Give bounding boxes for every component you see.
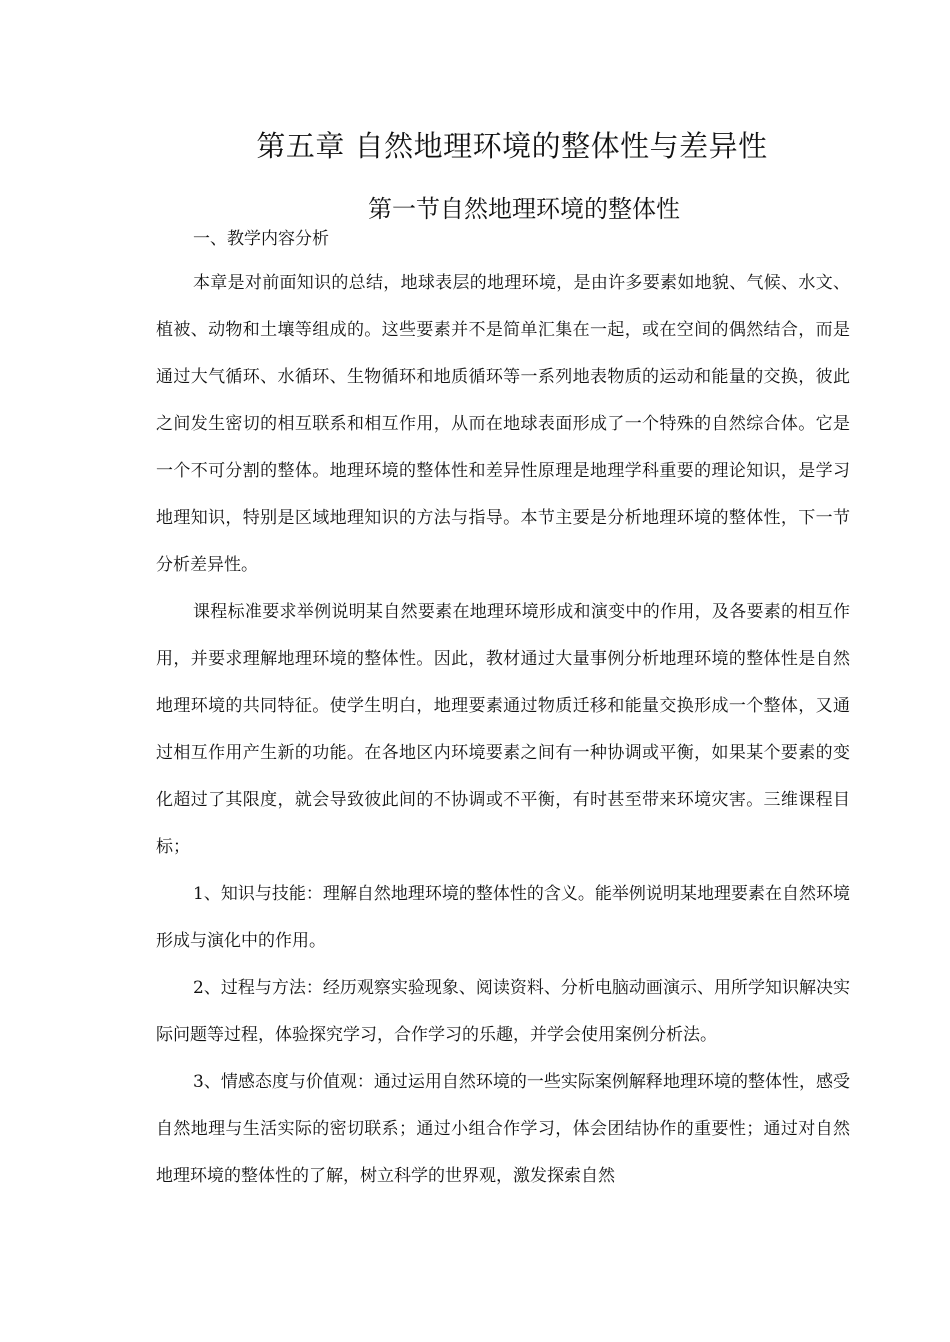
document-body [156, 260, 850, 1200]
chapter-title: 第五章 自然地理环境的整体性与差异性 [256, 129, 768, 163]
paragraph: 3、情感态度与价值观：通过运用自然环境的一些实际案例解释地理环境的整体性，感受自然地理与生活实际的密切联系；通过小组合作学习，体会团结协作的重要性；通过对自然地理环境的整体性的了解，树立科学的世界观，激发探索自然 [156, 1072, 850, 1186]
paragraph: 课程标准要求举例说明某自然要素在地理环境形成和演变中的作用，及各要素的相互作用，并要求理解地理环境的整体性。因此，教材通过大量事例分析地理环境的整体性是自然地理环境的共同特征。使学生明白，地理要素通过物质迁移和能量交换形成一个整体，又通过相互作用产生新的功能。在各地区内环境要素之间有一种协调或平衡，如果某个要素的变化超过了其限度，就会导致彼此间的不协调或不平衡，有时甚至带来环境灾害。三维课程目标； [156, 602, 850, 857]
subheading-teaching-analysis: 一、教学内容分析 [193, 229, 329, 249]
paragraph: 1、知识与技能：理解自然地理环境的整体性的含义。能举例说明某地理要素在自然环境形成与演化中的作用。 [156, 884, 850, 951]
paragraph: 2、过程与方法：经历观察实验现象、阅读资料、分析电脑动画演示、用所学知识解决实际问题等过程，体验探究学习，合作学习的乐趣，并学会使用案例分析法。 [156, 978, 850, 1045]
section-title: 第一节自然地理环境的整体性 [368, 195, 680, 223]
paragraph: 本章是对前面知识的总结，地球表层的地理环境，是由许多要素如地貌、气候、水文、植被、动物和土壤等组成的。这些要素并不是简单汇集在一起，或在空间的偶然结合，而是通过大气循环、水循环、生物循环和地质循环等一系列地表物质的运动和能量的交换，彼此之间发生密切的相互联系和相互作用，从而在地球表面形成了一个特殊的自然综合体。它是一个不可分割的整体。地理环境的整体性和差异性原理是地理学科重要的理论知识，是学习地理知识，特别是区域地理知识的方法与指导。本节主要是分析地理环境的整体性，下一节分析差异性。 [156, 273, 850, 575]
